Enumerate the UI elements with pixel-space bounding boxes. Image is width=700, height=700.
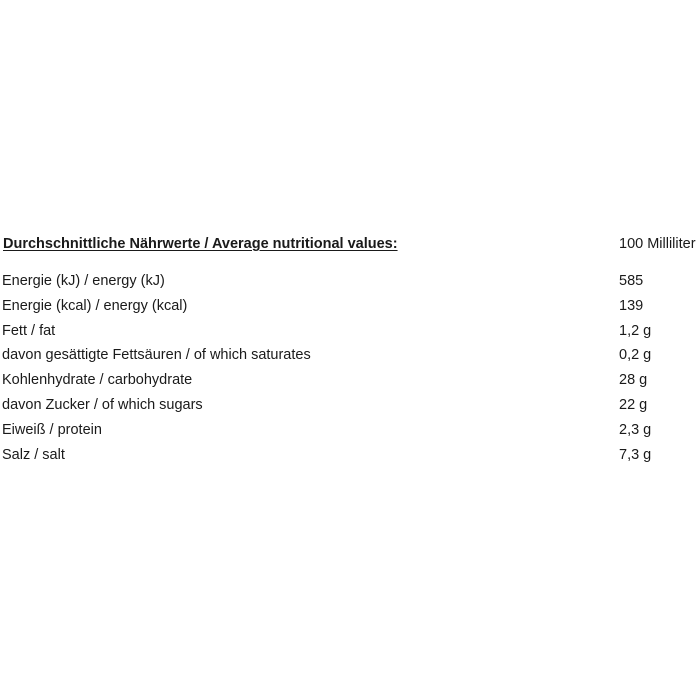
- nutrient-value: 1,2 g: [619, 322, 652, 339]
- nutrition-row-energy-kcal: [0, 296, 700, 321]
- nutrient-value: 139: [619, 297, 644, 314]
- nutrient-label: davon Zucker / of which sugars: [2, 396, 203, 413]
- nutrient-label: Energie (kcal) / energy (kcal): [2, 297, 188, 314]
- nutrition-header: [0, 234, 700, 254]
- nutrition-row-sugars: [0, 395, 700, 420]
- nutrient-value: 2,3 g: [619, 421, 652, 438]
- nutrient-value: 28 g: [619, 372, 648, 389]
- nutrient-label: Eiweiß / protein: [2, 421, 102, 438]
- nutrition-rows: [0, 271, 700, 469]
- nutrient-value: 22 g: [619, 396, 648, 413]
- nutrient-label: Fett / fat: [2, 322, 56, 339]
- nutrient-label: Energie (kJ) / energy (kJ): [2, 273, 165, 289]
- nutrient-label: davon gesättigte Fettsäuren / of which saturates: [2, 347, 311, 364]
- nutrition-row-salt: [0, 445, 700, 470]
- reference-unit: 100 Milliliter: [619, 236, 696, 252]
- nutrition-table: [0, 234, 700, 463]
- nutrient-label: Kohlenhydrate / carbohydrate: [2, 372, 193, 389]
- nutrient-value: 585: [619, 273, 644, 289]
- nutrition-row-carbohydrate: [0, 370, 700, 395]
- nutrient-value: 7,3 g: [619, 446, 652, 463]
- nutrition-row-saturates: [0, 345, 700, 370]
- nutrient-value: 0,2 g: [619, 347, 652, 364]
- nutrition-row-protein: [0, 420, 700, 445]
- nutrition-row-fat: [0, 321, 700, 346]
- nutrition-row-energy-kj: [0, 271, 700, 296]
- nutrition-title: Durchschnittliche Nährwerte / Average nutritional values:: [3, 236, 398, 252]
- nutrient-label: Salz / salt: [2, 446, 65, 463]
